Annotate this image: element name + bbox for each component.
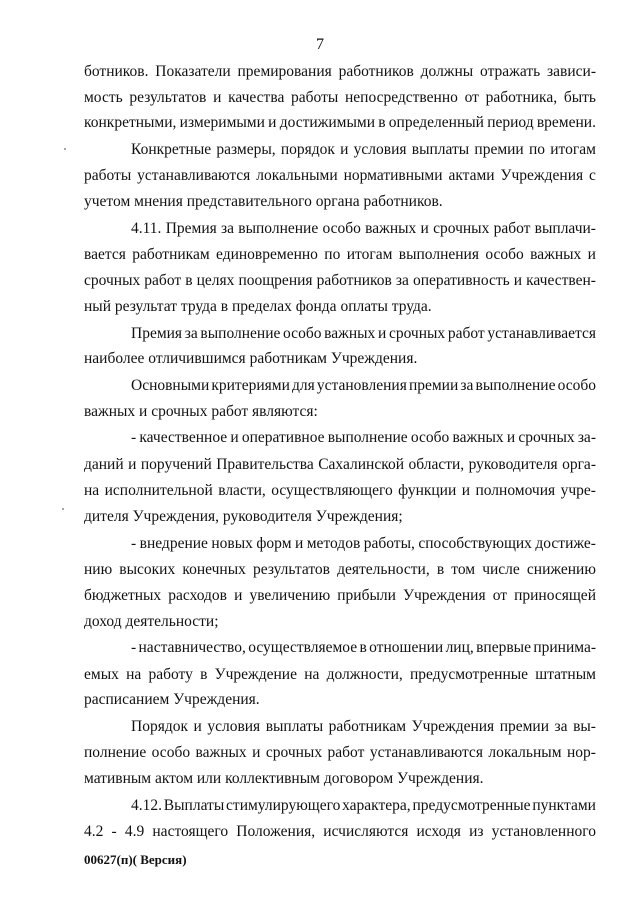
- scan-speck: [64, 148, 66, 150]
- document-footer-code: 00627(п)( Версия): [84, 852, 187, 867]
- text-line: учетом мнения представительного органа работников.: [84, 193, 443, 210]
- text-line: мость результатов и качества работы непосредственно от работника, быть: [84, 89, 596, 106]
- text-line: важных и срочных работ являются:: [84, 403, 318, 420]
- text-line: на исполнительной власти, осуществляющего функции и полномочия учре-: [84, 482, 596, 499]
- text-line: вается работникам единовременно по итогам выполнения особо важных и: [84, 246, 596, 263]
- text-line: срочных работ в целях поощрения работников за оперативность и качествен-: [84, 272, 596, 289]
- text-line: даний и поручений Правительства Сахалинской области, руководителя орга-: [84, 456, 596, 473]
- text-line: - качественное и оперативное выполнение особо важных и срочных за-: [131, 429, 596, 446]
- page-number: 7: [316, 36, 324, 53]
- text-line: Порядок и условия выплаты работникам Учреждения премии за вы-: [131, 718, 596, 735]
- text-line: - внедрение новых форм и методов работы, способствующих достиже-: [131, 535, 596, 552]
- text-line: полнение особо важных и срочных работ устанавливаются локальным нор-: [84, 744, 596, 761]
- text-line: Премия за выполнение особо важных и срочных работ устанавливается: [131, 325, 596, 342]
- text-line: бюджетных расходов и увеличению прибыли Учреждения от приносящей: [84, 587, 596, 604]
- text-line: дителя Учреждения, руководителя Учреждения;: [84, 508, 403, 525]
- text-line: работы устанавливаются локальными нормативными актами Учреждения с: [84, 167, 596, 184]
- text-line: мативным актом или коллективным договором Учреждения.: [84, 770, 484, 787]
- text-line: доход деятельности;: [84, 613, 219, 630]
- text-line: 4.12. Выплаты стимулирующего характера, предусмотренные пунктами: [131, 797, 596, 814]
- text-line: ный результат труда в пределах фонда оплаты труда.: [84, 298, 432, 315]
- text-line: 4.11. Премия за выполнение особо важных и срочных работ выплачи-: [131, 220, 596, 237]
- text-line: - наставничество, осуществляемое в отношении лиц, впервые принима-: [131, 639, 596, 656]
- text-line: емых на работу в Учреждение на должности, предусмотренные штатным: [84, 666, 596, 683]
- text-line: 4.2 - 4.9 настоящего Положения, исчисляются исходя из установленного: [84, 823, 596, 840]
- text-line: ботников. Показатели премирования работников должны отражать зависи-: [84, 63, 596, 80]
- text-line: нию высоких конечных результатов деятельности, в том числе снижению: [84, 561, 596, 578]
- text-line: Основными критериями для установления премии за выполнение особо: [131, 377, 596, 394]
- scan-speck: [62, 508, 64, 510]
- text-line: наиболее отличившимся работникам Учреждения.: [84, 350, 418, 367]
- text-line: расписанием Учреждения.: [84, 691, 260, 708]
- text-line: Конкретные размеры, порядок и условия выплаты премии по итогам: [131, 141, 596, 158]
- text-line: конкретными, измеримыми и достижимыми в определенный период времени.: [84, 114, 596, 131]
